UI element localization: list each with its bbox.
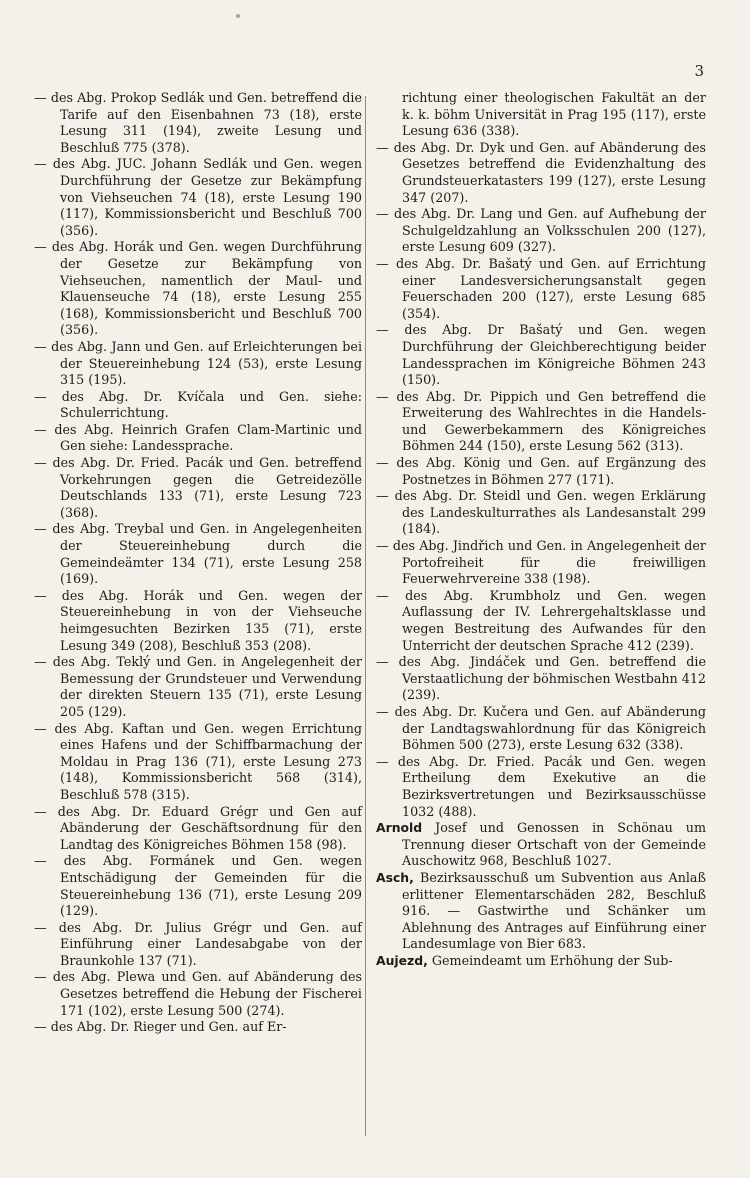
- index-entry: — des Abg. Heinrich Grafen Clam-Martinic und Gen siehe: Landessprache.: [34, 421, 362, 454]
- main-entry: [376, 870, 706, 953]
- index-entry: — des Abg. Jindáček und Gen. betreffend die Verstaatlichung der böhmischen Westbahn 412 (239).: [376, 654, 706, 703]
- index-entry: — des Abg. Kaftan und Gen. wegen Errichtung eines Hafens und der Schiffbarmachung der Moldau in Prag 136 (71), erste Lesung 273 (148), Kommissionsbericht 568 (314), Beschluß 578 (315).: [34, 720, 362, 802]
- index-entry: — des Abg. Jann und Gen. auf Erleichterungen bei der Steuereinhebung 124 (53), erste Lesung 315 (195).: [34, 338, 362, 388]
- main-entry-keyword: Asch,: [376, 869, 414, 885]
- main-entry-text: Josef und Genossen in Schönau um Trennung dieser Ortschaft von der Gemeinde Auschowitz 968, Beschluß 1027.: [402, 820, 706, 869]
- index-entry: — des Abg. JUC. Johann Sedlák und Gen. wegen Durchführung der Gesetze zur Bekämpfung von Viehseuchen 74 (18), erste Lesung 190 (117), Kommissionsbericht und Beschluß 700 (356).: [34, 156, 362, 238]
- right-column: [376, 90, 706, 969]
- main-entry-keyword: Arnold: [376, 820, 423, 836]
- index-entry: — des Abg. Dr. Lang und Gen. auf Aufhebung der Schulgeldzahlung an Volksschulen 200 (127), erste Lesung 609 (327).: [376, 206, 706, 255]
- main-entry-text: Gemeindeamt um Erhöhung der Sub-: [431, 952, 673, 968]
- index-entry: — des Abg. Krumbholz und Gen. wegen Auflassung der IV. Lehrergehaltsklasse und wegen Bestreitung des Aufwandes für den Unterricht der deutschen Sprache 412 (239).: [376, 587, 706, 653]
- index-entry: — des Abg. Plewa und Gen. auf Abänderung des Gesetzes betreffend die Hebung der Fischerei 171 (102), erste Lesung 500 (274).: [34, 969, 362, 1018]
- index-entry: — des Abg. Dr. Kučera und Gen. auf Abänderung der Landtagswahlordnung für das Königreich Böhmen 500 (273), erste Lesung 632 (338).: [376, 703, 706, 753]
- index-entry: — des Abg. Dr Bašatý und Gen. wegen Durchführung der Gleichberechtigung beider Landessprachen im Königreiche Böhmen 243 (150).: [376, 322, 706, 388]
- scan-smudge: [236, 14, 240, 18]
- index-entry: — des Abg. Dr. Pippich und Gen betreffend die Erweiterung des Wahlrechtes in die Handels- und Gewerbekammern des Königreiches Böhmen 244 (150), erste Lesung 562 (313).: [376, 388, 706, 454]
- index-entry: — des Abg. Teklý und Gen. in Angelegenheit der Bemessung der Grundsteuer und Verwendung der direkten Steuern 135 (71), erste Lesung 205 (129).: [34, 654, 362, 719]
- index-entry: — des Abg. Dr. Eduard Grégr und Gen auf Abänderung der Geschäftsordnung für den Landtag des Königreiches Böhmen 158 (98).: [34, 803, 362, 852]
- main-entry: [376, 820, 706, 870]
- index-entry: — des Abg. Formánek und Gen. wegen Entschädigung der Gemeinden für die Steuereinhebung 136 (71), erste Lesung 209 (129).: [34, 853, 362, 919]
- index-entry: — des Abg. Dr. Steidl und Gen. wegen Erklärung des Landeskulturrathes als Landesanstalt 299 (184).: [376, 488, 706, 537]
- index-entry: — des Abg. Dr. Julius Grégr und Gen. auf Einführung einer Landesabgabe von der Braunkohle 137 (71).: [34, 919, 362, 968]
- index-entry: — des Abg. Dr. Fried. Pacák und Gen. wegen Ertheilung dem Exekutive an die Bezirksvertretungen und Bezirksausschüsse 1032 (488).: [376, 753, 706, 819]
- index-entry: — des Abg. Dr. Fried. Pacák und Gen. betreffend Vorkehrungen gegen die Getreidezölle Deutschlands 133 (71), erste Lesung 723 (368).: [34, 455, 362, 520]
- index-entry: — des Abg. Prokop Sedlák und Gen. betreffend die Tarife auf den Eisenbahnen 73 (18), erste Lesung 311 (194), zweite Lesung und Beschluß 775 (378).: [34, 90, 362, 155]
- index-entry: — des Abg. Horák und Gen. wegen der Steuereinhebung in von der Viehseuche heimgesuchten Bezirken 135 (71), erste Lesung 349 (208), Beschluß 353 (208).: [34, 587, 362, 653]
- index-entry-continuation: richtung einer theologischen Fakultät an der k. k. böhm Universität in Prag 195 (117), erste Lesung 636 (338).: [402, 90, 706, 139]
- index-entry: — des Abg. Dr. Dyk und Gen. auf Abänderung des Gesetzes betreffend die Evidenzhaltung des Grundsteuerkatasters 199 (127), erste Lesung 347 (207).: [376, 139, 706, 205]
- main-entry: [376, 953, 706, 970]
- main-entry-text: Bezirksausschuß um Subvention aus Anlaß erlittener Elementarschäden 282, Beschluß 916. — Gastwirthe und Schänker um Ablehnung des Antrages auf Einführung einer Landesumlage von Bier 683.: [402, 869, 706, 952]
- main-entry-keyword: Aujezd,: [376, 952, 428, 968]
- column-divider: [365, 96, 366, 1136]
- index-entry: — des Abg. Jindřich und Gen. in Angelegenheit der Portofreiheit für die freiwilligen Feuerwehrvereine 338 (198).: [376, 538, 706, 587]
- page-number: 3: [694, 62, 704, 80]
- left-column: [34, 90, 362, 1036]
- index-entry: — des Abg. Treybal und Gen. in Angelegenheiten der Steuereinhebung durch die Gemeindeämter 134 (71), erste Lesung 258 (169).: [34, 521, 362, 587]
- index-entry: — des Abg. Horák und Gen. wegen Durchführung der Gesetze zur Bekämpfung von Viehseuchen, namentlich der Maul- und Klauenseuche 74 (18), erste Lesung 255 (168), Kommissionsbericht und Beschluß 700 (356).: [34, 239, 362, 338]
- index-entry: — des Abg. Dr. Bašatý und Gen. auf Errichtung einer Landesversicherungsanstalt gegen Feuerschaden 200 (127), erste Lesung 685 (354).: [376, 255, 706, 321]
- index-entry: — des Abg. Dr. Kvíčala und Gen. siehe: Schulerrichtung.: [34, 388, 362, 421]
- index-entry: — des Abg. König und Gen. auf Ergänzung des Postnetzes in Böhmen 277 (171).: [376, 455, 706, 487]
- index-entry: — des Abg. Dr. Rieger und Gen. auf Er-: [34, 1019, 287, 1035]
